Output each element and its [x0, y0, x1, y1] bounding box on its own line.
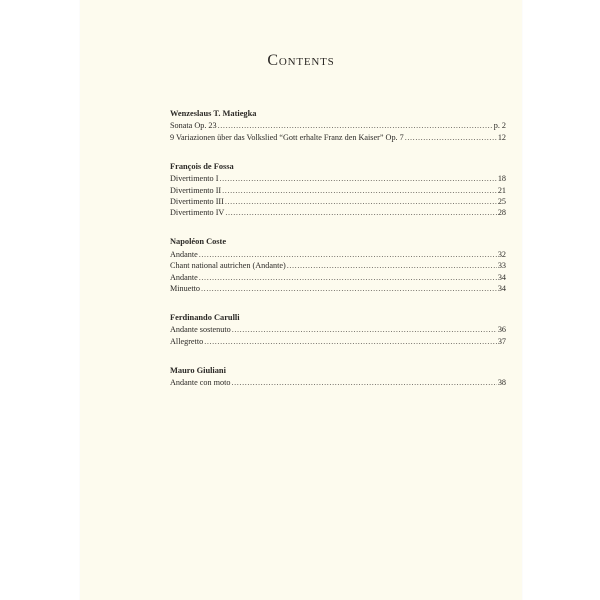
toc-entry[interactable] [170, 283, 506, 294]
entry-title: Divertimento II [170, 185, 222, 195]
entry-page: 33 [497, 261, 506, 271]
dot-leader [199, 272, 497, 283]
composer-heading: François de Fossa [170, 161, 234, 171]
toc-entry[interactable] [170, 272, 506, 283]
entry-page: 36 [497, 325, 506, 335]
entry-title: Allegretto [170, 336, 204, 346]
entry-page: p. 2 [493, 121, 506, 131]
toc-entry[interactable] [170, 121, 506, 132]
dot-leader [405, 132, 497, 143]
table-of-contents [170, 108, 506, 406]
composer-heading: Napoléon Coste [170, 237, 227, 247]
toc-entry[interactable] [170, 173, 506, 184]
entry-title: Andante [170, 272, 198, 282]
entry-page: 34 [497, 284, 506, 293]
toc-entry[interactable] [170, 185, 506, 196]
toc-entry[interactable] [170, 196, 506, 207]
entry-page: 21 [497, 185, 506, 195]
entry-title: Andante [170, 249, 198, 259]
toc-entry[interactable] [170, 324, 506, 335]
composer-heading: Wenzeslaus T. Matiegka [170, 109, 257, 118]
dot-leader [218, 120, 493, 131]
entry-title: Andante con moto [170, 378, 231, 388]
dot-leader [225, 196, 497, 207]
entry-title: Andante sostenuto [170, 325, 231, 335]
page-title: Contents [267, 52, 335, 69]
toc-entry[interactable] [170, 260, 506, 271]
entry-page: 12 [497, 132, 506, 142]
toc-entry[interactable] [170, 132, 506, 143]
dot-leader [225, 207, 496, 218]
entry-page: 37 [497, 336, 506, 346]
entry-page: 18 [497, 174, 506, 184]
composer-heading: Ferdinando Carulli [170, 312, 240, 322]
toc-section-carulli [170, 312, 506, 347]
entry-page: 34 [497, 272, 506, 282]
entry-title: Minuetto [170, 284, 201, 293]
toc-section-giuliani [170, 365, 506, 389]
toc-section-coste [170, 236, 506, 294]
entry-page: 25 [497, 197, 506, 207]
dot-leader [222, 185, 497, 196]
toc-entry[interactable] [170, 377, 506, 388]
entry-title: Chant national autrichen (Andante) [170, 261, 286, 271]
dot-leader [232, 324, 497, 335]
entry-page: 38 [497, 378, 506, 388]
dot-leader [201, 283, 497, 294]
composer-heading: Mauro Giuliani [170, 365, 226, 375]
toc-section-matiegka [170, 108, 506, 143]
entry-title: Divertimento III [170, 197, 224, 207]
dot-leader [199, 249, 497, 260]
toc-entry[interactable] [170, 249, 506, 260]
entry-title: Divertimento IV [170, 208, 225, 218]
entry-title: Divertimento I [170, 174, 219, 184]
entry-page: 28 [497, 208, 506, 218]
toc-section-fossa [170, 161, 506, 219]
document-page [80, 0, 522, 600]
dot-leader [287, 260, 497, 271]
dot-leader [219, 173, 496, 184]
toc-entry[interactable] [170, 336, 506, 347]
entry-title: 9 Variazionen über das Volkslied “Gott erhalte Franz den Kaiser” Op. 7 [170, 132, 404, 142]
dot-leader [231, 377, 496, 388]
entry-page: 32 [497, 249, 506, 259]
dot-leader [204, 336, 497, 347]
toc-entry[interactable] [170, 207, 506, 218]
entry-title: Sonata Op. 23 [170, 121, 217, 131]
